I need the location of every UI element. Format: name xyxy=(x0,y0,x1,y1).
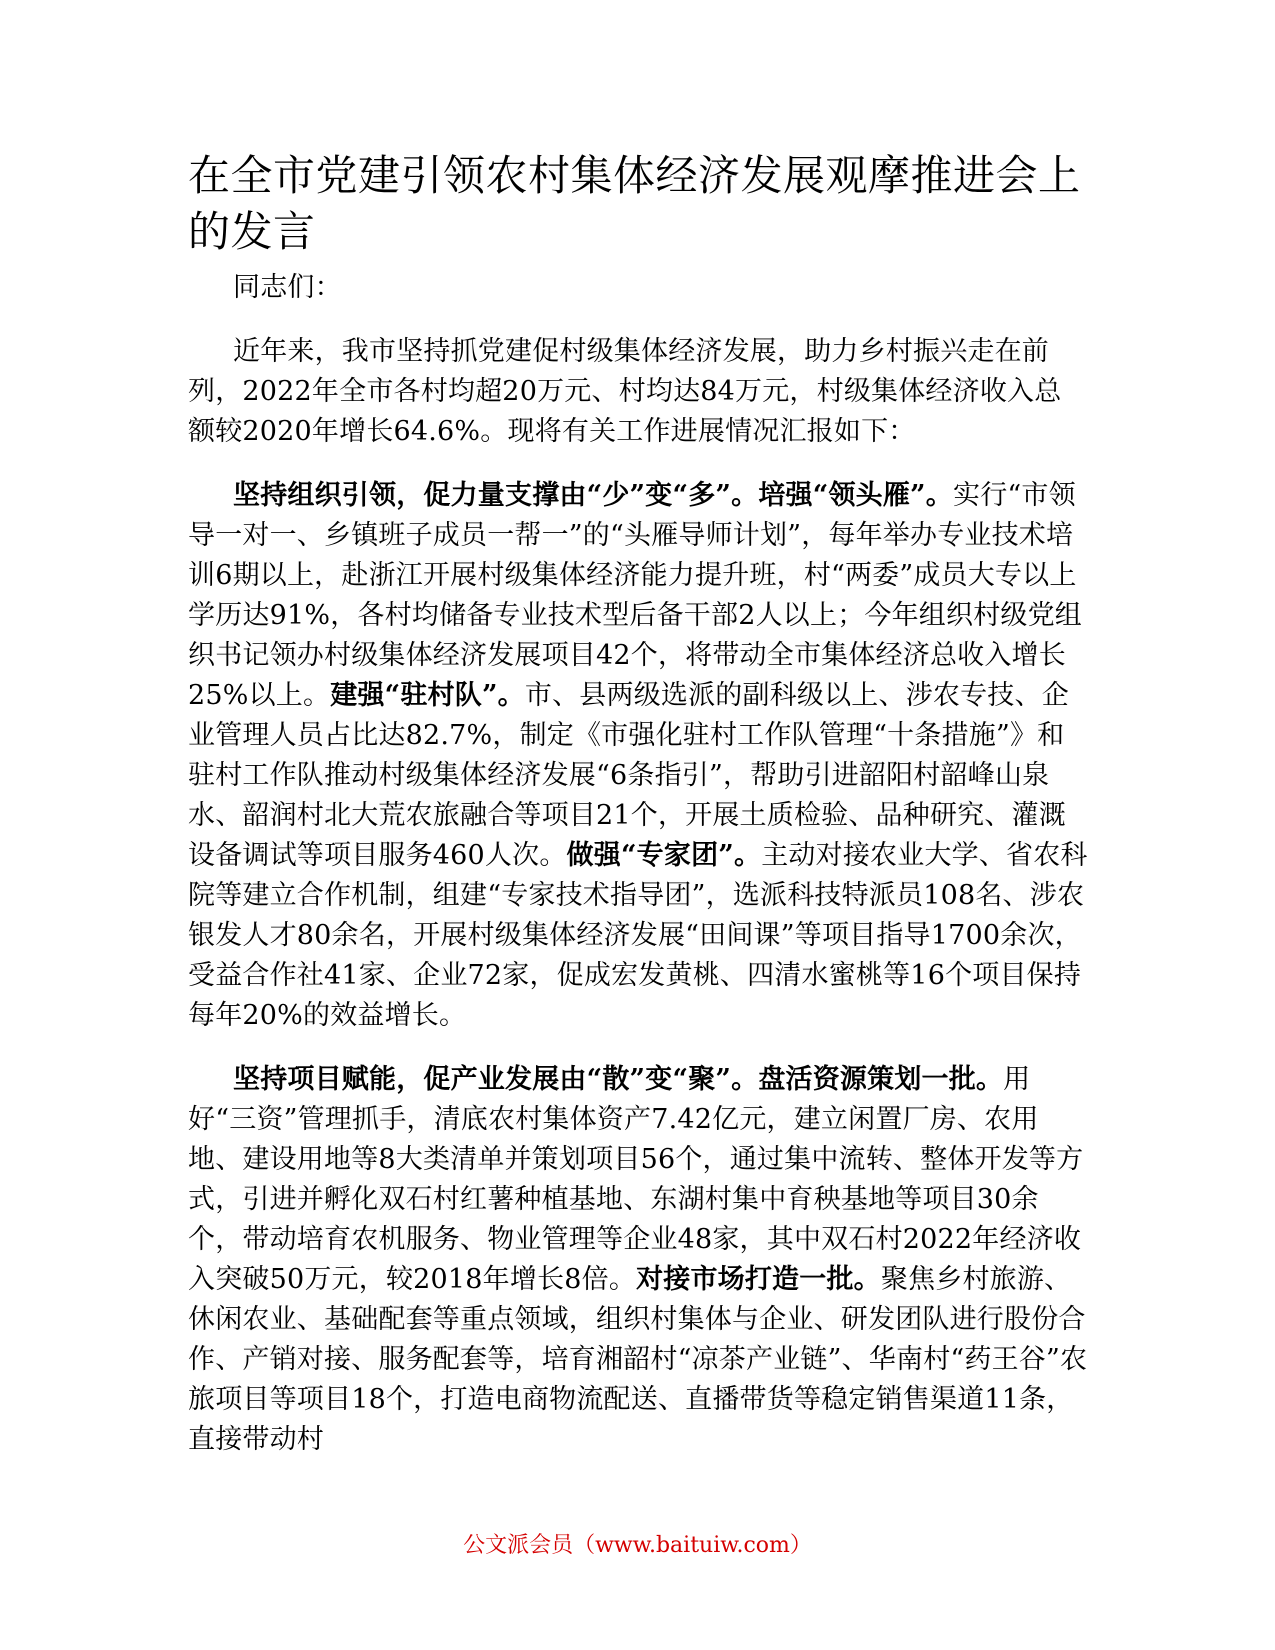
section-1-sub3-text: 主动对接农业大学、省农科院等建立合作机制，组建“专家技术指导团”，选派科技特派员108名、涉农银发人才80余名，开展村级集体经济发展“田间课”等项目指导1700余次，受益合作社41家、企业72家，促成宏发黄桃、四清水蜜桃等16个项目保持每年20%的效益增长。 xyxy=(188,840,1088,1031)
salutation: 同志们： xyxy=(233,272,342,303)
section-1-sub2-heading: 建强“驻村队”。 xyxy=(330,680,525,711)
document-title: 在全市党建引领农村集体经济发展观摩推进会上的发言 xyxy=(188,151,1081,256)
section-1-paragraph xyxy=(188,476,1088,1036)
paragraph-gap xyxy=(188,452,1088,476)
section-1-sub1-text: 实行“市领导一对一、乡镇班子成员一帮一”的“头雁导师计划”，每年举办专业技术培训6期以上，赴浙江开展村级集体经济能力提升班，村“两委”成员大专以上学历达91%，各村均储备专业技术型后备干部2人以上；今年组织村级党组织书记领办村级集体经济发展项目42个，将带动全市集体经济总收入增长25%以上。 xyxy=(188,480,1082,711)
document-body xyxy=(188,268,1088,1460)
section-1-sub3-heading: 做强“专家团”。 xyxy=(566,840,762,871)
paragraph-gap xyxy=(188,308,1088,332)
section-1-sub2-text: 市、县两级选派的副科级以上、涉农专技、企业管理人员占比达82.7%，制定《市强化驻村工作队管理“十条措施”》和驻村工作队推动村级集体经济发展“6条指引”，帮助引进韶阳村韶峰山泉水、韶润村北大荒农旅融合等项目21个，开展土质检验、品种研究、灌溉设备调试等项目服务460人次。 xyxy=(188,680,1069,871)
section-1-sub1-heading: 培强“领头雁”。 xyxy=(758,480,953,511)
section-1-heading: 坚持组织引领，促力量支撑由“少”变“多”。 xyxy=(233,480,759,511)
intro-paragraph: 近年来，我市坚持抓党建促村级集体经济发展，助力乡村振兴走在前列，2022年全市各村均超20万元、村均达84万元，村级集体经济收入总额较2020年增长64.6%。现将有关工作进展情况汇报如下： xyxy=(188,336,1062,447)
section-2-paragraph xyxy=(188,1060,1088,1460)
section-2-sub1-heading: 盘活资源策划一批。 xyxy=(758,1064,1004,1095)
footer-watermark: 公文派会员（www.baituiw.com） xyxy=(463,1533,812,1558)
section-2-sub2-heading: 对接市场打造一批。 xyxy=(636,1264,881,1295)
section-2-heading: 坚持项目赋能，促产业发展由“散”变“聚”。 xyxy=(233,1064,759,1095)
section-2-sub1-text: 用好“三资”管理抓手，清底农村集体资产7.42亿元，建立闲置厂房、农用地、建设用地等8大类清单并策划项目56个，通过集中流转、整体开发等方式，引进并孵化双石村红薯种植基地、东湖村集中育秧基地等项目30余个，带动培育农机服务、物业管理等企业48家，其中双石村2022年经济收入突破50万元，较2018年增长8倍。 xyxy=(188,1064,1084,1295)
paragraph-gap xyxy=(188,1036,1088,1060)
section-2-sub2-text: 聚焦乡村旅游、休闲农业、基础配套等重点领域，组织村集体与企业、研发团队进行股份合作、产销对接、服务配套等，培育湘韶村“凉茶产业链”、华南村“药王谷”农旅项目等项目18个，打造电商物流配送、直播带货等稳定销售渠道11条，直接带动村 xyxy=(188,1264,1088,1455)
